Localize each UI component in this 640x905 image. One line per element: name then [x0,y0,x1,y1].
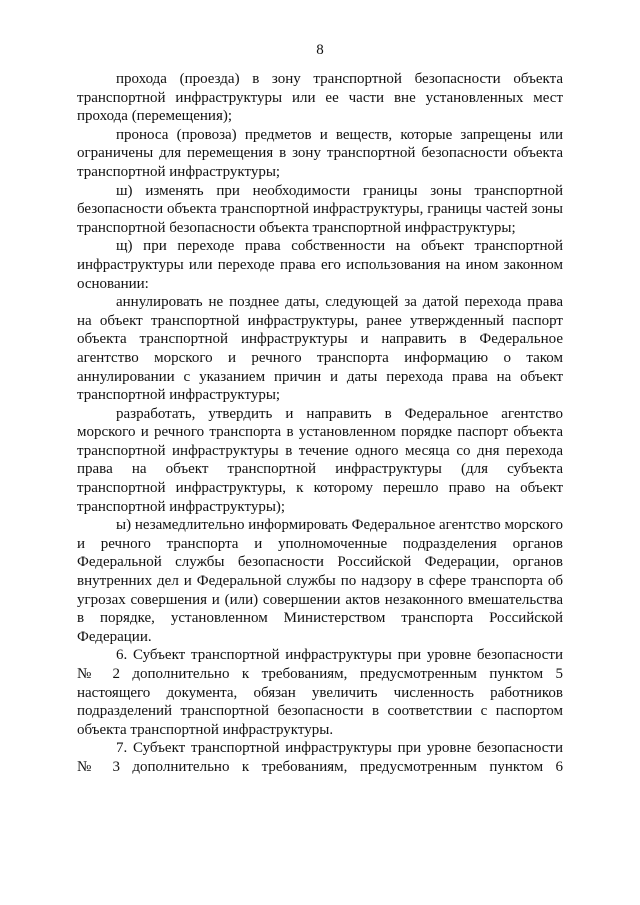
paragraph-carrying-prohibited-items: проноса (провоза) предметов и веществ, которые запрещены или ограничены для перемещения в зону транспортной безопасности объекта транспортной инфраструктуры; [77,126,563,180]
paragraph-develop-passport: разработать, утвердить и направить в Федеральное агентство морского и речного транспорта в установленном порядке паспорт объекта транспортной инфраструктуры в течение одного месяца со дня перехода права на объект транспортной инфраструктуры (для субъекта транспортной инфраструктуры, к которому перешло право на объект транспортной инфраструктуры); [77,405,563,515]
paragraph-item-shch: щ) при переходе права собственности на объект транспортной инфраструктуры или переходе права его использования на ином законном основании: [77,238,563,292]
paragraph-item-sh: ш) изменять при необходимости границы зоны транспортной безопасности объекта транспортной инфраструктуры, границы частей зоны транспортной безопасности объекта транспортной инфраструктуры; [77,182,563,236]
paragraph-passage-violation: прохода (проезда) в зону транспортной безопасности объекта транспортной инфраструктуры или ее части вне установленных мест прохода (перемещения); [77,71,563,125]
paragraph-annul-passport: аннулировать не позднее даты, следующей за датой перехода права на объект транспортной инфраструктуры, ранее утвержденный паспорт объекта транспортной инфраструктуры и направить в Федеральное агентство морского и речного транспорта информацию о таком аннулировании с указанием причин и даты перехода права на объект транспортной инфраструктуры; [77,294,563,404]
page-number: 8 [316,42,324,58]
paragraph-point-7: 7. Субъект транспортной инфраструктуры при уровне безопасности № 3 дополнительно к требованиям, предусмотренным пунктом 6 [77,740,563,775]
paragraph-item-y: ы) незамедлительно информировать Федеральное агентство морского и речного транспорта и уполномоченные подразделения органов Федеральной службы безопасности Российской Федерации, органов внутренних дел и Федеральной службы по надзору в сфере транспорта об угрозах совершения и (или) совершении актов незаконного вмешательства в порядке, установленном Министерством транспорта Российской Федерации. [77,517,563,645]
document-body [77,70,563,777]
paragraph-point-6: 6. Субъект транспортной инфраструктуры при уровне безопасности № 2 дополнительно к требованиям, предусмотренным пунктом 5 настоящего документа, обязан увеличить численность работников подразделений транспортной безопасности в соответствии с паспортом объекта транспортной инфраструктуры. [77,647,563,738]
